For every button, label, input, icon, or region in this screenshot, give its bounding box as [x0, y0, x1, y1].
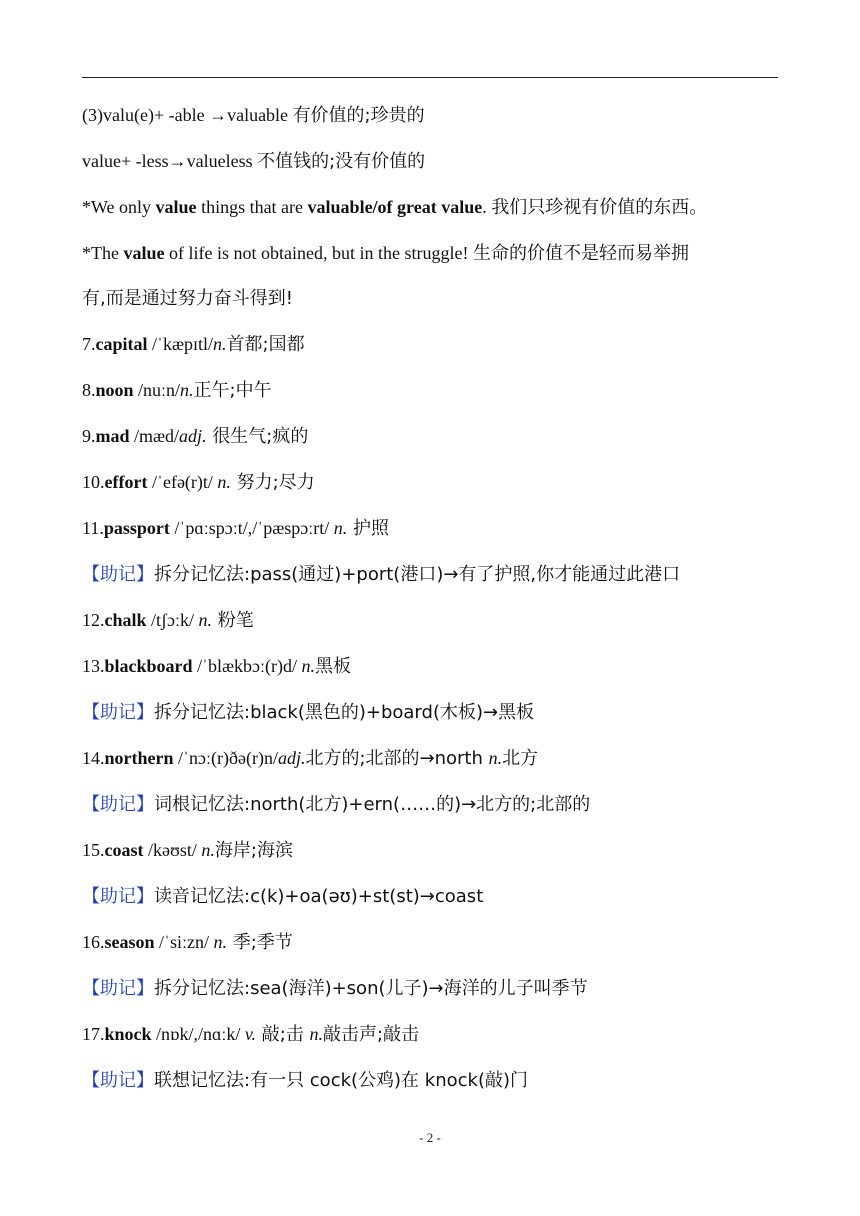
vocab-entry-noon: 8.noon /nuːn/n.正午;中午 — [82, 380, 272, 401]
line-valueless: value+ -less→valueless 不值钱的;没有价值的 — [82, 151, 426, 172]
mnemonic-tag: 【助记】 — [82, 564, 154, 585]
mnemonic-tag: 【助记】 — [82, 886, 154, 907]
page-number: - 2 - — [419, 1130, 441, 1145]
page-content — [82, 104, 782, 1115]
header-rule — [82, 77, 778, 78]
vocab-entry-blackboard: 13.blackboard /ˈblækbɔː(r)d/ n.黑板 — [82, 656, 352, 677]
example-sentence-1: *We only value things that are valuable/of great value. 我们只珍视有价值的东西。 — [82, 197, 708, 218]
mnemonic-knock: 【助记】联想记忆法:有一只 cock(公鸡)在 knock(敲)门 — [82, 1070, 528, 1091]
mnemonic-blackboard: 【助记】拆分记忆法:black(黑色的)+board(木板)→黑板 — [82, 702, 535, 723]
mnemonic-tag: 【助记】 — [82, 1070, 154, 1091]
vocab-entry-capital: 7.capital /ˈkæpɪtl/n.首都;国都 — [82, 334, 305, 355]
vocab-entry-effort: 10.effort /ˈefə(r)t/ n. 努力;尽力 — [82, 472, 315, 493]
mnemonic-northern: 【助记】词根记忆法:north(北方)+ern(……的)→北方的;北部的 — [82, 794, 591, 815]
mnemonic-tag: 【助记】 — [82, 702, 154, 723]
vocab-entry-passport: 11.passport /ˈpɑːspɔːt/,/ˈpæspɔːrt/ n. 护照 — [82, 518, 389, 539]
mnemonic-tag: 【助记】 — [82, 978, 154, 999]
vocab-entry-coast: 15.coast /kəʊst/ n.海岸;海滨 — [82, 840, 293, 861]
vocab-entry-chalk: 12.chalk /tʃɔːk/ n. 粉笔 — [82, 610, 254, 631]
line-valuable: (3)valu(e)+ -able →valuable 有价值的;珍贵的 — [82, 105, 425, 126]
vocab-entry-northern: 14.northern /ˈnɔː(r)ðə(r)n/adj.北方的;北部的→north n.北方 — [82, 748, 539, 769]
example-sentence-2: *The value of life is not obtained, but in the struggle! 生命的价值不是轻而易举拥 有,而是通过努力奋斗得到! — [82, 243, 689, 309]
vocab-entry-mad: 9.mad /mæd/adj. 很生气;疯的 — [82, 426, 309, 447]
mnemonic-passport: 【助记】拆分记忆法:pass(通过)+port(港口)→有了护照,你才能通过此港口 — [82, 564, 681, 585]
vocab-entry-season: 16.season /ˈsiːzn/ n. 季;季节 — [82, 932, 293, 953]
mnemonic-tag: 【助记】 — [82, 794, 154, 815]
vocab-entry-knock: 17.knock /nɒk/,/nɑːk/ v. 敲;击 n.敲击声;敲击 — [82, 1024, 420, 1045]
mnemonic-coast: 【助记】读音记忆法:c(k)+oa(əʊ)+st(st)→coast — [82, 886, 484, 907]
mnemonic-season: 【助记】拆分记忆法:sea(海洋)+son(儿子)→海洋的儿子叫季节 — [82, 978, 588, 999]
